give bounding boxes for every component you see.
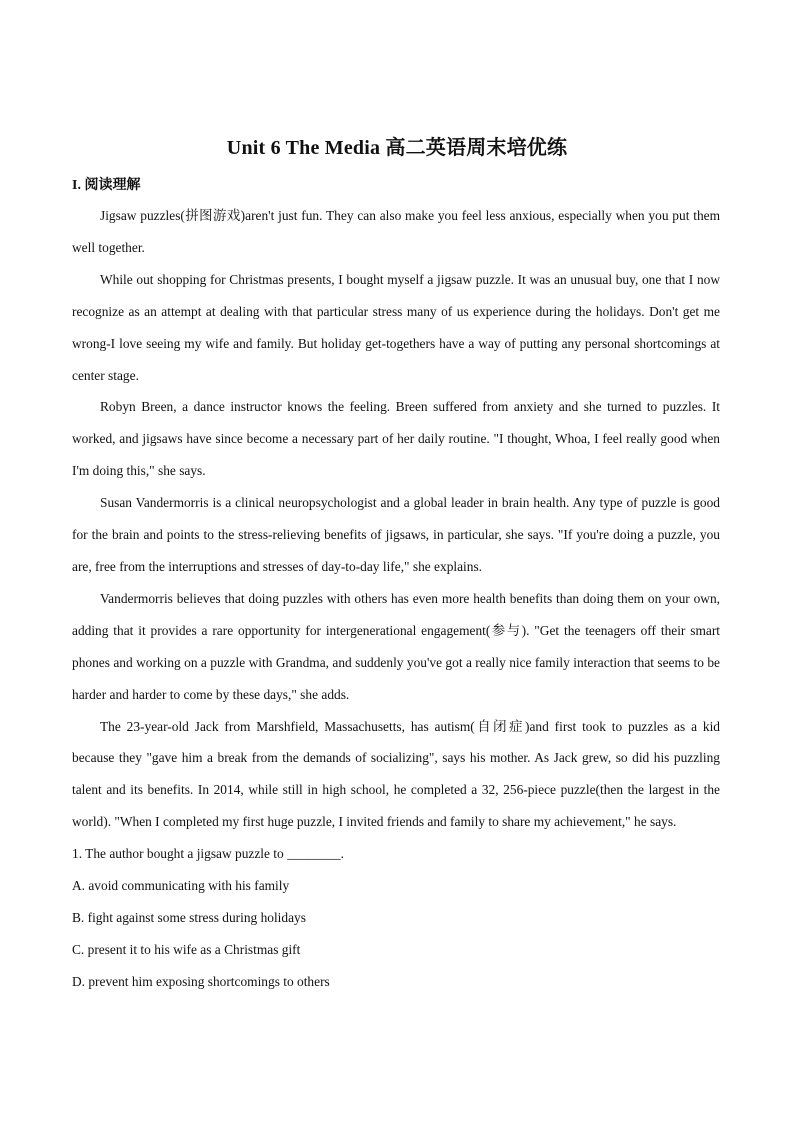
passage-paragraph-5: Vandermorris believes that doing puzzles with others has even more health benefits than doing them on your own, adding that it provides a rare opportunity for intergenerational engagement(参与). "Get the teenagers off their smart phones and working on a puzzle with Grandma, and suddenly you've got a really nice family interaction that seems to be harder and harder to come by these days," she adds. <box>72 590 720 702</box>
answer-option-a: A. avoid communicating with his family <box>72 878 290 894</box>
page-title: Unit 6 The Media 高二英语周末培优练 <box>226 137 568 159</box>
passage-paragraph-2: While out shopping for Christmas presents, I bought myself a jigsaw puzzle. It was an unusual buy, one that I now recognize as an attempt at dealing with that particular stress many of us experience during the holidays. Don't get me wrong-I love seeing my wife and family. But holiday get-togethers have a way of putting any personal shortcomings at center stage. <box>72 271 720 383</box>
reading-passage <box>72 200 720 998</box>
passage-paragraph-6: The 23-year-old Jack from Marshfield, Massachusetts, has autism(自闭症)and first took to puzzles as a kid because they "gave him a break from the demands of socializing", says his mother. As Jack grew, so did his puzzling talent and its benefits. In 2014, while still in high school, he completed a 32, 256-piece puzzle(then the largest in the world). "When I completed my first huge puzzle, I invited friends and family to share my achievement," he says. <box>72 718 720 830</box>
passage-paragraph-1: Jigsaw puzzles(拼图游戏)aren't just fun. They can also make you feel less anxious, especially when you put them well together. <box>72 208 720 255</box>
section-heading: I. 阅读理解 <box>72 178 141 193</box>
answer-option-c: C. present it to his wife as a Christmas gift <box>72 941 301 957</box>
answer-option-b: B. fight against some stress during holidays <box>72 909 306 925</box>
passage-paragraph-3: Robyn Breen, a dance instructor knows the feeling. Breen suffered from anxiety and she turned to puzzles. It worked, and jigsaws have since become a necessary part of her daily routine. "I thought, Whoa, I feel really good when I'm doing this," she says. <box>72 399 720 479</box>
answer-option-d: D. prevent him exposing shortcomings to others <box>72 973 330 989</box>
passage-paragraph-4: Susan Vandermorris is a clinical neuropsychologist and a global leader in brain health. Any type of puzzle is good for the brain and points to the stress-relieving benefits of jigsaws, in particular, she says. "If you're doing a puzzle, you are, free from the interruptions and stresses of day-to-day life," she explains. <box>72 495 720 574</box>
question-stem: 1. The author bought a jigsaw puzzle to ________. <box>72 846 344 862</box>
